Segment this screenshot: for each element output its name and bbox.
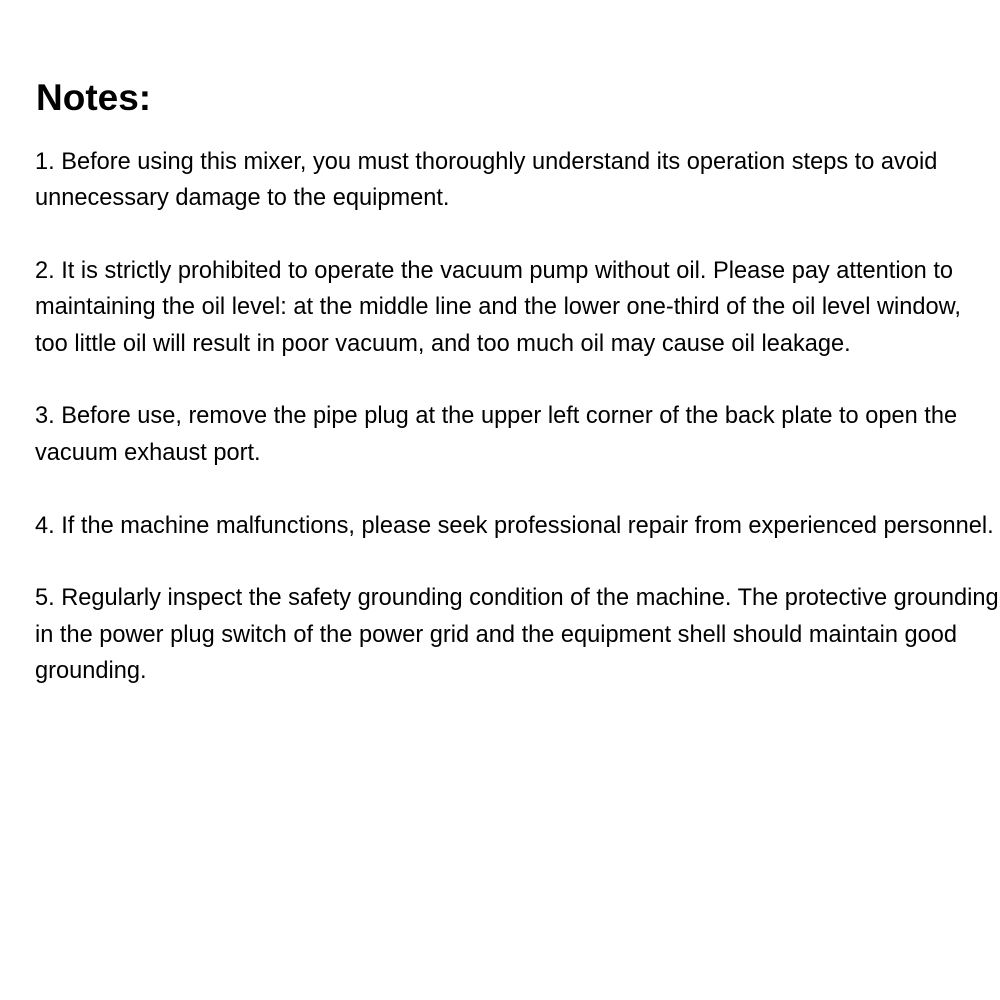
- note-item-5: 5. Regularly inspect the safety grounding condition of the machine. The protective grounding in the power plug switch of the power grid and the equipment shell should maintain good grounding.: [35, 585, 999, 684]
- note-item-1: 1. Before using this mixer, you must thoroughly understand its operation steps to avoid unnecessary damage to the equipment.: [35, 149, 938, 212]
- note-item-3: 3. Before use, remove the pipe plug at the upper left corner of the back plate to open the vacuum exhaust port.: [35, 403, 958, 466]
- note-item-4: 4. If the machine malfunctions, please seek professional repair from experienced personnel.: [35, 512, 994, 539]
- page-title: Notes:: [36, 77, 152, 118]
- note-item-2: 2. It is strictly prohibited to operate the vacuum pump without oil. Please pay attention to maintaining the oil level: at the middle line and the lower one-third of the oil level window, too little oil will result in poor vacuum, and too much oil may cause oil leakage.: [35, 258, 961, 357]
- notes-list: [35, 144, 1000, 689]
